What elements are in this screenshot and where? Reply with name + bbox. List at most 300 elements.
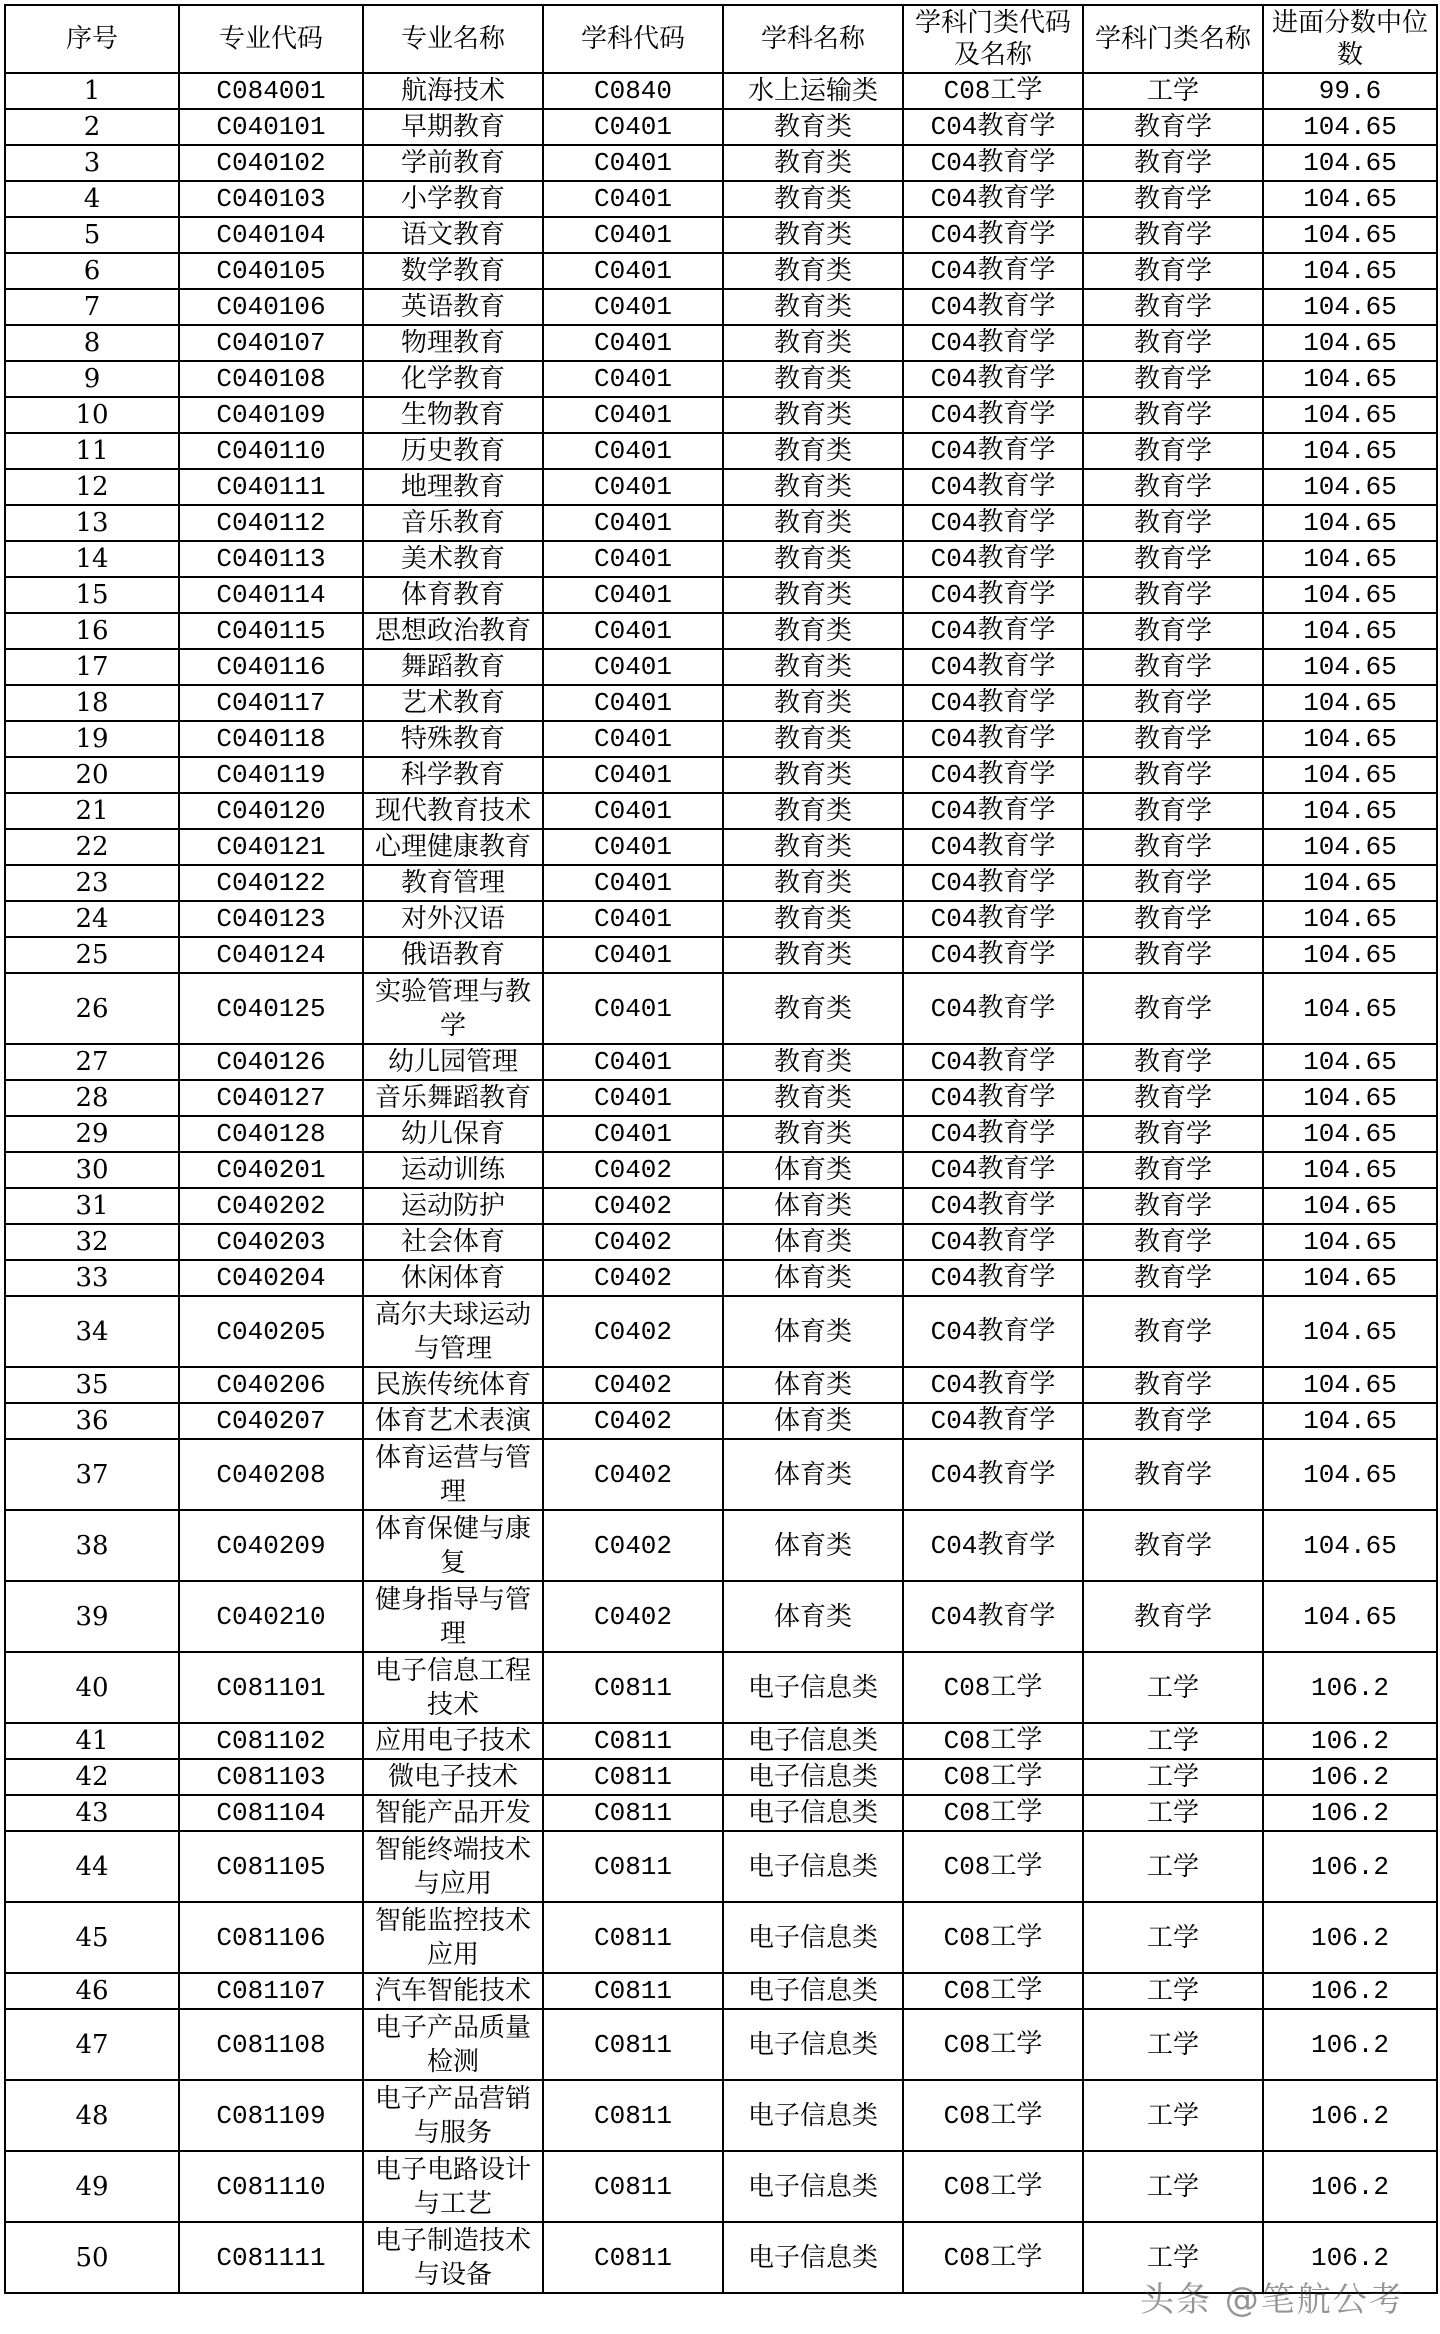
cell-median-score: 104.65 bbox=[1263, 613, 1437, 649]
cell-category-name: 教育学 bbox=[1083, 793, 1263, 829]
cell-discipline-name: 教育类 bbox=[723, 901, 903, 937]
cell-major-code: C081106 bbox=[179, 1902, 363, 1973]
cell-category-code-name: C04教育学 bbox=[903, 1439, 1083, 1510]
table-row bbox=[5, 1973, 1437, 2009]
cell-category-name: 教育学 bbox=[1083, 325, 1263, 361]
table-row bbox=[5, 1044, 1437, 1080]
cell-category-name: 教育学 bbox=[1083, 1510, 1263, 1581]
cell-discipline-code: C0811 bbox=[543, 1795, 723, 1831]
table-row bbox=[5, 1152, 1437, 1188]
cell-discipline-code: C0401 bbox=[543, 901, 723, 937]
cell-major-name: 电子产品营销与服务 bbox=[363, 2080, 543, 2151]
cell-category-code-name: C04教育学 bbox=[903, 181, 1083, 217]
cell-discipline-name: 电子信息类 bbox=[723, 1795, 903, 1831]
cell-median-score: 104.65 bbox=[1263, 937, 1437, 973]
cell-category-code-name: C04教育学 bbox=[903, 1188, 1083, 1224]
table-row bbox=[5, 613, 1437, 649]
cell-discipline-code: C0401 bbox=[543, 361, 723, 397]
cell-major-name: 音乐教育 bbox=[363, 505, 543, 541]
cell-median-score: 106.2 bbox=[1263, 1759, 1437, 1795]
table-row bbox=[5, 721, 1437, 757]
cell-major-code: C040114 bbox=[179, 577, 363, 613]
cell-major-code: C084001 bbox=[179, 73, 363, 109]
header-median-score: 进面分数中位数 bbox=[1263, 5, 1437, 73]
table-row bbox=[5, 1439, 1437, 1510]
cell-discipline-code: C0401 bbox=[543, 757, 723, 793]
cell-discipline-name: 水上运输类 bbox=[723, 73, 903, 109]
table-row bbox=[5, 1510, 1437, 1581]
cell-discipline-code: C0401 bbox=[543, 721, 723, 757]
cell-major-name: 俄语教育 bbox=[363, 937, 543, 973]
cell-discipline-code: C0401 bbox=[543, 217, 723, 253]
cell-category-code-name: C04教育学 bbox=[903, 577, 1083, 613]
cell-category-code-name: C04教育学 bbox=[903, 1403, 1083, 1439]
cell-category-code-name: C04教育学 bbox=[903, 613, 1083, 649]
cell-category-code-name: C08工学 bbox=[903, 2222, 1083, 2293]
cell-index: 26 bbox=[5, 973, 179, 1044]
cell-major-code: C081102 bbox=[179, 1723, 363, 1759]
cell-median-score: 104.65 bbox=[1263, 829, 1437, 865]
cell-discipline-name: 教育类 bbox=[723, 253, 903, 289]
cell-major-name: 体育艺术表演 bbox=[363, 1403, 543, 1439]
table-row bbox=[5, 757, 1437, 793]
table-row bbox=[5, 505, 1437, 541]
cell-major-name: 科学教育 bbox=[363, 757, 543, 793]
cell-major-name: 幼儿园管理 bbox=[363, 1044, 543, 1080]
cell-category-name: 教育学 bbox=[1083, 253, 1263, 289]
watermark: 头条 @笔航公考 bbox=[1140, 2280, 1405, 2320]
cell-discipline-code: C0402 bbox=[543, 1581, 723, 1652]
table-row bbox=[5, 1652, 1437, 1723]
cell-major-code: C081107 bbox=[179, 1973, 363, 2009]
cell-category-code-name: C04教育学 bbox=[903, 793, 1083, 829]
cell-discipline-name: 教育类 bbox=[723, 1116, 903, 1152]
cell-median-score: 104.65 bbox=[1263, 577, 1437, 613]
cell-discipline-code: C0401 bbox=[543, 1044, 723, 1080]
cell-major-code: C040126 bbox=[179, 1044, 363, 1080]
cell-median-score: 104.65 bbox=[1263, 973, 1437, 1044]
cell-category-name: 工学 bbox=[1083, 1652, 1263, 1723]
cell-median-score: 104.65 bbox=[1263, 505, 1437, 541]
cell-discipline-code: C0401 bbox=[543, 1116, 723, 1152]
cell-major-code: C040207 bbox=[179, 1403, 363, 1439]
cell-major-name: 小学教育 bbox=[363, 181, 543, 217]
cell-major-code: C040128 bbox=[179, 1116, 363, 1152]
cell-discipline-name: 教育类 bbox=[723, 973, 903, 1044]
cell-major-code: C040107 bbox=[179, 325, 363, 361]
cell-major-code: C040203 bbox=[179, 1224, 363, 1260]
cell-discipline-name: 教育类 bbox=[723, 289, 903, 325]
cell-major-name: 体育保健与康复 bbox=[363, 1510, 543, 1581]
cell-discipline-name: 教育类 bbox=[723, 217, 903, 253]
table-row bbox=[5, 1188, 1437, 1224]
cell-median-score: 106.2 bbox=[1263, 1831, 1437, 1902]
cell-major-code: C081109 bbox=[179, 2080, 363, 2151]
cell-discipline-name: 教育类 bbox=[723, 361, 903, 397]
cell-major-code: C040111 bbox=[179, 469, 363, 505]
table-row bbox=[5, 109, 1437, 145]
cell-discipline-name: 教育类 bbox=[723, 937, 903, 973]
table-row bbox=[5, 1759, 1437, 1795]
cell-major-name: 电子电路设计与工艺 bbox=[363, 2151, 543, 2222]
cell-category-code-name: C04教育学 bbox=[903, 469, 1083, 505]
cell-category-code-name: C04教育学 bbox=[903, 757, 1083, 793]
cell-category-code-name: C04教育学 bbox=[903, 109, 1083, 145]
cell-major-code: C040112 bbox=[179, 505, 363, 541]
cell-discipline-code: C0811 bbox=[543, 1759, 723, 1795]
cell-category-code-name: C04教育学 bbox=[903, 829, 1083, 865]
cell-major-code: C040209 bbox=[179, 1510, 363, 1581]
cell-major-code: C040210 bbox=[179, 1581, 363, 1652]
cell-median-score: 104.65 bbox=[1263, 253, 1437, 289]
cell-index: 34 bbox=[5, 1296, 179, 1367]
cell-discipline-name: 电子信息类 bbox=[723, 2151, 903, 2222]
cell-discipline-code: C0811 bbox=[543, 2080, 723, 2151]
cell-category-code-name: C04教育学 bbox=[903, 865, 1083, 901]
cell-discipline-name: 体育类 bbox=[723, 1224, 903, 1260]
cell-index: 1 bbox=[5, 73, 179, 109]
table-row bbox=[5, 541, 1437, 577]
cell-discipline-name: 教育类 bbox=[723, 793, 903, 829]
cell-discipline-name: 教育类 bbox=[723, 865, 903, 901]
cell-median-score: 106.2 bbox=[1263, 1795, 1437, 1831]
cell-index: 11 bbox=[5, 433, 179, 469]
cell-major-code: C081105 bbox=[179, 1831, 363, 1902]
cell-major-name: 智能监控技术应用 bbox=[363, 1902, 543, 1973]
cell-discipline-name: 体育类 bbox=[723, 1403, 903, 1439]
cell-category-name: 教育学 bbox=[1083, 1367, 1263, 1403]
cell-median-score: 104.65 bbox=[1263, 397, 1437, 433]
cell-category-code-name: C04教育学 bbox=[903, 325, 1083, 361]
cell-category-name: 教育学 bbox=[1083, 361, 1263, 397]
cell-discipline-name: 电子信息类 bbox=[723, 1723, 903, 1759]
cell-index: 18 bbox=[5, 685, 179, 721]
cell-discipline-name: 电子信息类 bbox=[723, 2009, 903, 2080]
cell-category-code-name: C04教育学 bbox=[903, 289, 1083, 325]
table-row bbox=[5, 2009, 1437, 2080]
cell-median-score: 104.65 bbox=[1263, 901, 1437, 937]
cell-index: 45 bbox=[5, 1902, 179, 1973]
cell-category-code-name: C08工学 bbox=[903, 2080, 1083, 2151]
cell-index: 8 bbox=[5, 325, 179, 361]
cell-median-score: 104.65 bbox=[1263, 649, 1437, 685]
cell-discipline-code: C0402 bbox=[543, 1224, 723, 1260]
cell-index: 7 bbox=[5, 289, 179, 325]
cell-discipline-name: 教育类 bbox=[723, 721, 903, 757]
header-category-code-name: 学科门类代码及名称 bbox=[903, 5, 1083, 73]
cell-discipline-code: C0401 bbox=[543, 325, 723, 361]
cell-category-code-name: C04教育学 bbox=[903, 1152, 1083, 1188]
cell-category-name: 教育学 bbox=[1083, 1080, 1263, 1116]
cell-median-score: 104.65 bbox=[1263, 1403, 1437, 1439]
cell-major-name: 电子产品质量检测 bbox=[363, 2009, 543, 2080]
cell-median-score: 99.6 bbox=[1263, 73, 1437, 109]
cell-category-name: 教育学 bbox=[1083, 181, 1263, 217]
cell-index: 40 bbox=[5, 1652, 179, 1723]
cell-category-name: 教育学 bbox=[1083, 973, 1263, 1044]
table-row bbox=[5, 577, 1437, 613]
cell-major-code: C040124 bbox=[179, 937, 363, 973]
cell-index: 4 bbox=[5, 181, 179, 217]
cell-index: 47 bbox=[5, 2009, 179, 2080]
header-category-name: 学科门类名称 bbox=[1083, 5, 1263, 73]
cell-discipline-name: 教育类 bbox=[723, 577, 903, 613]
cell-major-name: 航海技术 bbox=[363, 73, 543, 109]
cell-category-name: 教育学 bbox=[1083, 433, 1263, 469]
cell-category-name: 教育学 bbox=[1083, 1044, 1263, 1080]
cell-discipline-name: 教育类 bbox=[723, 649, 903, 685]
cell-discipline-code: C0401 bbox=[543, 649, 723, 685]
cell-major-code: C040116 bbox=[179, 649, 363, 685]
cell-major-name: 高尔夫球运动与管理 bbox=[363, 1296, 543, 1367]
cell-category-name: 教育学 bbox=[1083, 649, 1263, 685]
cell-discipline-code: C0401 bbox=[543, 289, 723, 325]
cell-category-code-name: C04教育学 bbox=[903, 901, 1083, 937]
cell-category-code-name: C04教育学 bbox=[903, 1080, 1083, 1116]
cell-index: 36 bbox=[5, 1403, 179, 1439]
table-row bbox=[5, 1367, 1437, 1403]
cell-category-code-name: C08工学 bbox=[903, 1795, 1083, 1831]
table-row bbox=[5, 1080, 1437, 1116]
cell-major-name: 智能终端技术与应用 bbox=[363, 1831, 543, 1902]
cell-category-name: 教育学 bbox=[1083, 1403, 1263, 1439]
cell-major-code: C081103 bbox=[179, 1759, 363, 1795]
cell-discipline-name: 电子信息类 bbox=[723, 2222, 903, 2293]
cell-discipline-code: C0811 bbox=[543, 1831, 723, 1902]
table-row bbox=[5, 73, 1437, 109]
cell-index: 37 bbox=[5, 1439, 179, 1510]
cell-category-name: 工学 bbox=[1083, 2222, 1263, 2293]
cell-index: 48 bbox=[5, 2080, 179, 2151]
cell-discipline-name: 体育类 bbox=[723, 1439, 903, 1510]
cell-major-name: 舞蹈教育 bbox=[363, 649, 543, 685]
cell-median-score: 106.2 bbox=[1263, 1902, 1437, 1973]
cell-discipline-code: C0401 bbox=[543, 937, 723, 973]
cell-category-name: 教育学 bbox=[1083, 541, 1263, 577]
table-row bbox=[5, 2080, 1437, 2151]
cell-median-score: 104.65 bbox=[1263, 1581, 1437, 1652]
table-row bbox=[5, 1831, 1437, 1902]
cell-category-code-name: C08工学 bbox=[903, 2151, 1083, 2222]
cell-major-name: 对外汉语 bbox=[363, 901, 543, 937]
cell-index: 21 bbox=[5, 793, 179, 829]
cell-discipline-name: 教育类 bbox=[723, 325, 903, 361]
cell-discipline-code: C0811 bbox=[543, 1723, 723, 1759]
cell-category-name: 工学 bbox=[1083, 1973, 1263, 2009]
cell-discipline-name: 体育类 bbox=[723, 1188, 903, 1224]
cell-category-code-name: C04教育学 bbox=[903, 397, 1083, 433]
cell-category-name: 工学 bbox=[1083, 2151, 1263, 2222]
table-row bbox=[5, 937, 1437, 973]
cell-index: 29 bbox=[5, 1116, 179, 1152]
cell-category-name: 工学 bbox=[1083, 1795, 1263, 1831]
cell-discipline-name: 教育类 bbox=[723, 433, 903, 469]
cell-index: 5 bbox=[5, 217, 179, 253]
cell-major-name: 心理健康教育 bbox=[363, 829, 543, 865]
cell-index: 13 bbox=[5, 505, 179, 541]
cell-major-name: 思想政治教育 bbox=[363, 613, 543, 649]
cell-major-name: 历史教育 bbox=[363, 433, 543, 469]
cell-major-code: C040103 bbox=[179, 181, 363, 217]
cell-major-name: 微电子技术 bbox=[363, 1759, 543, 1795]
cell-median-score: 104.65 bbox=[1263, 1367, 1437, 1403]
cell-category-name: 教育学 bbox=[1083, 1581, 1263, 1652]
cell-category-name: 教育学 bbox=[1083, 1296, 1263, 1367]
cell-major-code: C040102 bbox=[179, 145, 363, 181]
cell-index: 15 bbox=[5, 577, 179, 613]
cell-major-code: C040109 bbox=[179, 397, 363, 433]
cell-category-name: 教育学 bbox=[1083, 721, 1263, 757]
cell-median-score: 104.65 bbox=[1263, 469, 1437, 505]
cell-major-name: 健身指导与管理 bbox=[363, 1581, 543, 1652]
cell-index: 31 bbox=[5, 1188, 179, 1224]
cell-discipline-name: 教育类 bbox=[723, 1080, 903, 1116]
cell-category-name: 教育学 bbox=[1083, 685, 1263, 721]
cell-category-code-name: C04教育学 bbox=[903, 253, 1083, 289]
cell-major-name: 体育教育 bbox=[363, 577, 543, 613]
cell-major-name: 智能产品开发 bbox=[363, 1795, 543, 1831]
cell-major-code: C040202 bbox=[179, 1188, 363, 1224]
cell-discipline-code: C0401 bbox=[543, 973, 723, 1044]
cell-discipline-name: 教育类 bbox=[723, 145, 903, 181]
cell-major-name: 美术教育 bbox=[363, 541, 543, 577]
header-discipline-code: 学科代码 bbox=[543, 5, 723, 73]
cell-category-name: 教育学 bbox=[1083, 757, 1263, 793]
cell-major-code: C040119 bbox=[179, 757, 363, 793]
cell-category-name: 教育学 bbox=[1083, 289, 1263, 325]
cell-discipline-code: C0401 bbox=[543, 181, 723, 217]
cell-major-code: C040127 bbox=[179, 1080, 363, 1116]
cell-major-code: C040110 bbox=[179, 433, 363, 469]
cell-index: 50 bbox=[5, 2222, 179, 2293]
table-header-row bbox=[5, 5, 1437, 73]
cell-category-name: 教育学 bbox=[1083, 1188, 1263, 1224]
cell-major-code: C040123 bbox=[179, 901, 363, 937]
cell-median-score: 104.65 bbox=[1263, 181, 1437, 217]
cell-index: 32 bbox=[5, 1224, 179, 1260]
cell-median-score: 104.65 bbox=[1263, 1152, 1437, 1188]
cell-discipline-name: 电子信息类 bbox=[723, 1759, 903, 1795]
table-row bbox=[5, 397, 1437, 433]
table-row bbox=[5, 1723, 1437, 1759]
cell-index: 19 bbox=[5, 721, 179, 757]
table-row bbox=[5, 793, 1437, 829]
cell-index: 3 bbox=[5, 145, 179, 181]
cell-median-score: 104.65 bbox=[1263, 721, 1437, 757]
cell-discipline-code: C0402 bbox=[543, 1403, 723, 1439]
cell-discipline-code: C0811 bbox=[543, 1902, 723, 1973]
cell-index: 38 bbox=[5, 1510, 179, 1581]
cell-discipline-code: C0401 bbox=[543, 1080, 723, 1116]
cell-discipline-code: C0402 bbox=[543, 1260, 723, 1296]
cell-category-code-name: C08工学 bbox=[903, 1759, 1083, 1795]
cell-major-code: C040120 bbox=[179, 793, 363, 829]
cell-index: 6 bbox=[5, 253, 179, 289]
cell-category-code-name: C04教育学 bbox=[903, 937, 1083, 973]
cell-discipline-name: 教育类 bbox=[723, 685, 903, 721]
table-row bbox=[5, 829, 1437, 865]
cell-category-code-name: C04教育学 bbox=[903, 1116, 1083, 1152]
cell-discipline-code: C0401 bbox=[543, 397, 723, 433]
cell-discipline-name: 教育类 bbox=[723, 397, 903, 433]
cell-category-name: 工学 bbox=[1083, 1831, 1263, 1902]
cell-discipline-code: C0401 bbox=[543, 505, 723, 541]
cell-median-score: 106.2 bbox=[1263, 1723, 1437, 1759]
cell-index: 24 bbox=[5, 901, 179, 937]
cell-discipline-code: C0811 bbox=[543, 1652, 723, 1723]
cell-category-code-name: C04教育学 bbox=[903, 721, 1083, 757]
table-container bbox=[4, 4, 1438, 2294]
cell-index: 33 bbox=[5, 1260, 179, 1296]
cell-major-name: 物理教育 bbox=[363, 325, 543, 361]
cell-discipline-code: C0811 bbox=[543, 2222, 723, 2293]
cell-index: 30 bbox=[5, 1152, 179, 1188]
cell-category-code-name: C04教育学 bbox=[903, 505, 1083, 541]
cell-major-code: C040201 bbox=[179, 1152, 363, 1188]
cell-discipline-code: C0401 bbox=[543, 253, 723, 289]
cell-major-code: C040105 bbox=[179, 253, 363, 289]
cell-median-score: 104.65 bbox=[1263, 685, 1437, 721]
cell-discipline-code: C0811 bbox=[543, 2009, 723, 2080]
cell-category-name: 教育学 bbox=[1083, 469, 1263, 505]
cell-discipline-name: 教育类 bbox=[723, 109, 903, 145]
cell-discipline-code: C0401 bbox=[543, 613, 723, 649]
cell-discipline-name: 教育类 bbox=[723, 757, 903, 793]
cell-category-code-name: C04教育学 bbox=[903, 361, 1083, 397]
table-row bbox=[5, 289, 1437, 325]
cell-index: 49 bbox=[5, 2151, 179, 2222]
cell-category-code-name: C04教育学 bbox=[903, 973, 1083, 1044]
cell-index: 25 bbox=[5, 937, 179, 973]
cell-discipline-name: 体育类 bbox=[723, 1260, 903, 1296]
major-score-table bbox=[4, 4, 1438, 2294]
cell-major-name: 早期教育 bbox=[363, 109, 543, 145]
cell-category-code-name: C08工学 bbox=[903, 1973, 1083, 2009]
table-row bbox=[5, 2151, 1437, 2222]
cell-category-name: 工学 bbox=[1083, 2009, 1263, 2080]
cell-discipline-name: 体育类 bbox=[723, 1510, 903, 1581]
cell-major-name: 电子制造技术与设备 bbox=[363, 2222, 543, 2293]
cell-discipline-code: C0401 bbox=[543, 685, 723, 721]
cell-major-code: C081101 bbox=[179, 1652, 363, 1723]
cell-index: 27 bbox=[5, 1044, 179, 1080]
cell-index: 46 bbox=[5, 1973, 179, 2009]
cell-median-score: 104.65 bbox=[1263, 1296, 1437, 1367]
cell-major-code: C040117 bbox=[179, 685, 363, 721]
table-row bbox=[5, 181, 1437, 217]
cell-median-score: 104.65 bbox=[1263, 1044, 1437, 1080]
table-row bbox=[5, 253, 1437, 289]
cell-discipline-name: 体育类 bbox=[723, 1296, 903, 1367]
cell-category-code-name: C04教育学 bbox=[903, 1296, 1083, 1367]
cell-discipline-name: 电子信息类 bbox=[723, 1831, 903, 1902]
cell-discipline-name: 电子信息类 bbox=[723, 1652, 903, 1723]
table-row bbox=[5, 1902, 1437, 1973]
cell-category-name: 工学 bbox=[1083, 1723, 1263, 1759]
cell-index: 41 bbox=[5, 1723, 179, 1759]
cell-discipline-code: C0402 bbox=[543, 1439, 723, 1510]
cell-index: 16 bbox=[5, 613, 179, 649]
cell-category-name: 教育学 bbox=[1083, 829, 1263, 865]
cell-category-name: 工学 bbox=[1083, 2080, 1263, 2151]
cell-category-name: 教育学 bbox=[1083, 613, 1263, 649]
cell-discipline-code: C0401 bbox=[543, 829, 723, 865]
table-row bbox=[5, 1403, 1437, 1439]
cell-index: 39 bbox=[5, 1581, 179, 1652]
cell-category-code-name: C04教育学 bbox=[903, 1260, 1083, 1296]
cell-median-score: 104.65 bbox=[1263, 541, 1437, 577]
cell-median-score: 104.65 bbox=[1263, 361, 1437, 397]
